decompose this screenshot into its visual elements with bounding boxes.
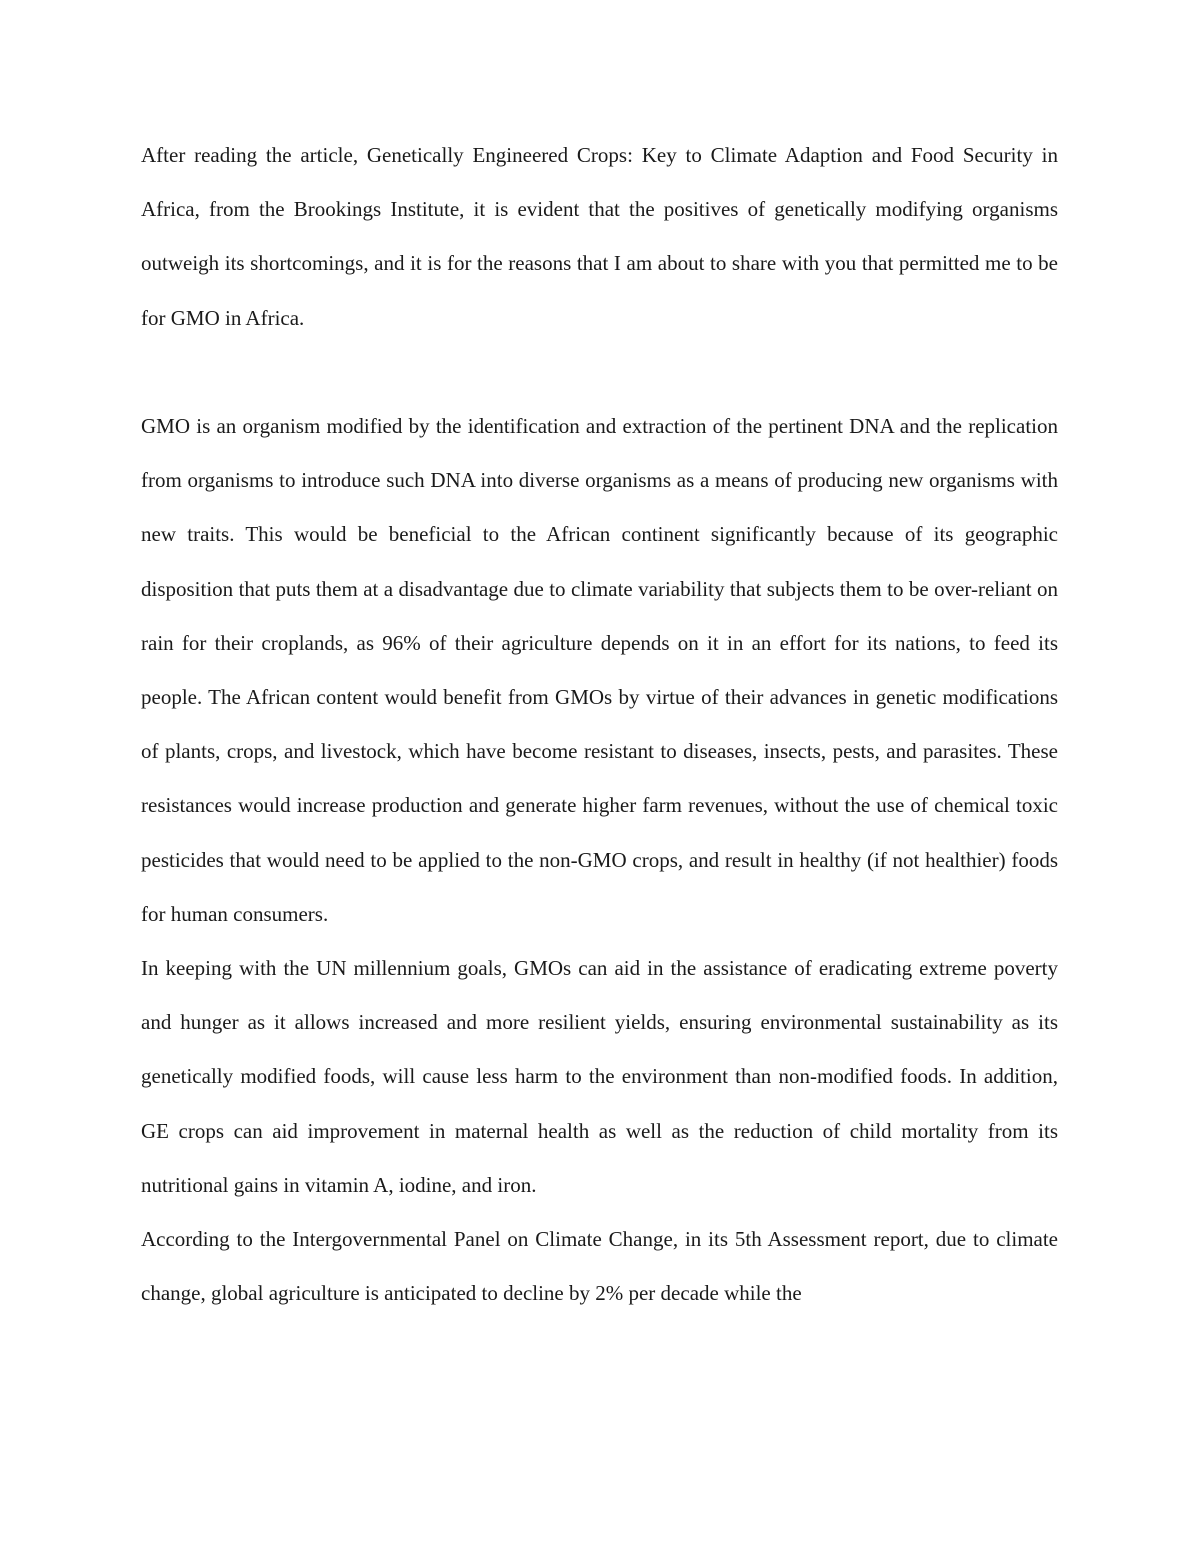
paragraph-gmo-definition: GMO is an organism modified by the identification and extraction of the pertinent DNA and the replication from organisms to introduce such DNA into diverse organisms as a means of producing new organisms with new traits. This would be beneficial to the African continent significantly because of its geographic disposition that puts them at a disadvantage due to climate variability that subjects them to be over-reliant on rain for their croplands, as 96% of their agriculture depends on it in an effort for its nations, to feed its people. The African content would benefit from GMOs by virtue of their advances in genetic modifications of plants, crops, and livestock, which have become resistant to diseases, insects, pests, and parasites. These resistances would increase production and generate higher farm revenues, without the use of chemical toxic pesticides that would need to be applied to the non-GMO crops, and result in healthy (if not healthier) foods for human consumers. [141,414,1058,926]
paragraph-ipcc: According to the Intergovernmental Panel on Climate Change, in its 5th Assessment report, due to climate change, global agriculture is anticipated to decline by 2% per decade while the [141,1227,1058,1306]
paragraph-intro: After reading the article, Genetically Engineered Crops: Key to Climate Adaption and Food Security in Africa, from the Brookings Institute, it is evident that the positives of genetically modifying organisms outweigh its shortcomings, and it is for the reasons that I am about to share with you that permitted me to be for GMO in Africa. [141,143,1058,330]
document-body [141,128,1058,1320]
paragraph-un-goals: In keeping with the UN millennium goals, GMOs can aid in the assistance of eradicating extreme poverty and hunger as it allows increased and more resilient yields, ensuring environmental sustainability as its genetically modified foods, will cause less harm to the environment than non-modified foods. In addition, GE crops can aid improvement in maternal health as well as the reduction of child mortality from its nutritional gains in vitamin A, iodine, and iron. [141,956,1058,1197]
